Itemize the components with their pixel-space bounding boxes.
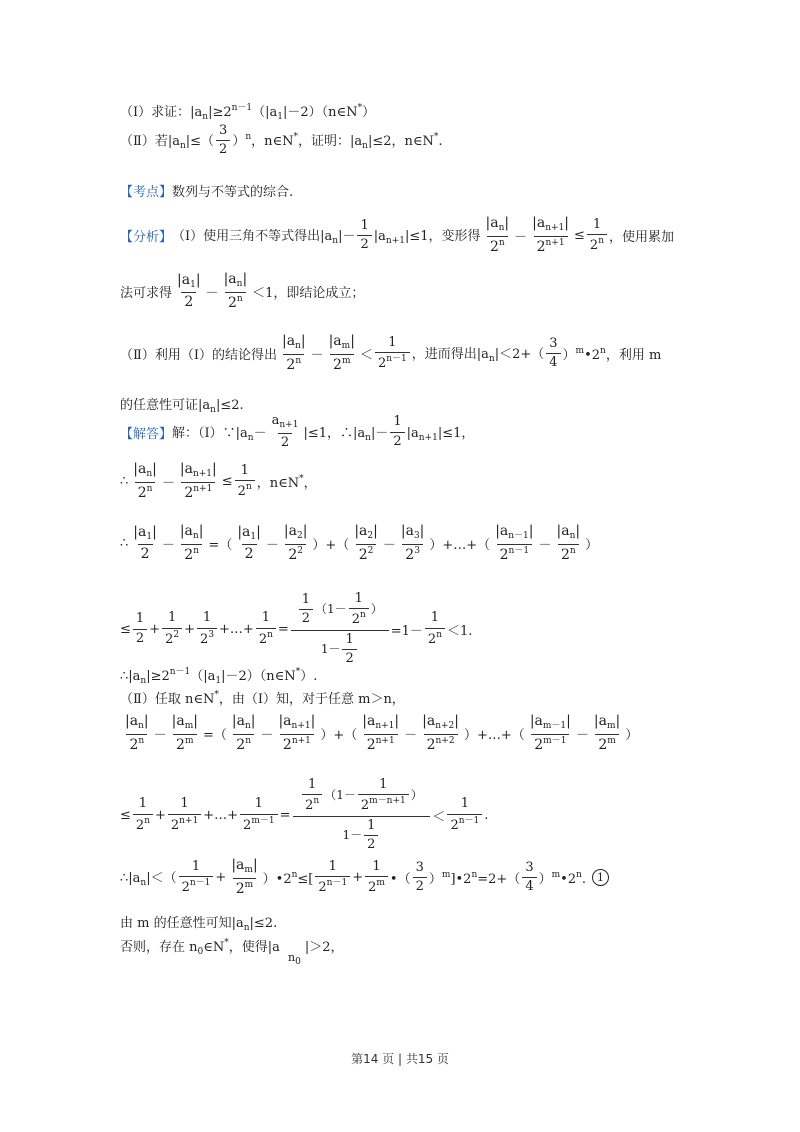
jieda-line-2: ∴ $\frac{|a_n|}{2^n}$ － $\frac{|a_{n+1}|}{2^{n+1}}$ ≤ $\frac{1}{2^n}$ ，n∈N*， xyxy=(120,461,317,501)
fenxi-line-3: （Ⅱ）利用（Ⅰ）的结论得出 $\frac{|a_n|}{2^n}$ － $\frac{|a_m|}{2^m}$ ＜ $\frac{1}{2^{n-1}}$ ，进而得出$|a_n|<2+$（ $\frac{3}{4}$ ）$^m$•2$^n$，利用 m xyxy=(120,333,662,373)
jieda-line-1: 【解答】 解：$(Ⅰ)\because|a_n-$ $\frac{a_{n+1}}{2}$ |≤1，$\therefore|a_n|-$ $\frac{1}{2}$ $|a_{n+1}|\le 1$， xyxy=(120,413,475,450)
problem-part1: （Ⅰ）求证：$|a_n|\ge 2^{n-1}(|a_1|-2)(n\in N^*)$ xyxy=(120,103,376,122)
problem-part2: （Ⅱ）若$|a_n|\le$（ $\frac{3}{2}$ ）$^n$，n∈N*，证明：$|a_n|\le 2$，n∈N*. xyxy=(120,123,443,158)
fenxi-tag: 【分析】 xyxy=(120,230,173,246)
fenxi-line-4: 的任意性可证$|a_n|\le 2$. xyxy=(120,398,244,415)
jieda-line-6: （Ⅱ）任取 n∈N*，由（Ⅰ）知，对于任意 m＞n， xyxy=(120,690,405,707)
kaodian-text: 数列与不等式的综合. xyxy=(172,185,294,200)
jieda-line-9: $\therefore|a_n|<$（ $\frac{1}{2^{n-1}}$ + $\frac{|a_m|}{2^m}$ ）$•2^n\le$[ $\frac{1}{2^{n-1}}$ + $\frac{1}{2^m}$ •（ $\frac{3}{2}$ ）$^m]•2^n=2+$（ $\frac{3}{4}$ ）$^m$•2$^n$. 1 xyxy=(120,858,690,897)
jieda-line-7: $\frac{|a_n|}{2^n}$ － $\frac{|a_m|}{2^m}$ =（ $\frac{|a_n|}{2^n}$ － $\frac{|a_{n+1}|}{2^{n+1}}$ ）+（ $\frac{|a_{n+1}|}{2^{n+1}}$ － $\frac{|a_{n+2}|}{2^{n+2}}$ ）+…+（ $\frac{|a_{m-1}|}{2^{m-1}}$ － $\frac{|a_m|}{2^m}$ ） xyxy=(125,713,639,753)
fenxi-line-1: 【分析】 （Ⅰ）使用三角不等式得出$|a_n|-$ $\frac{1}{2}$ $|a_{n+1}|\le 1$，变形得 $\frac{|a_n|}{2^n}$ － $\frac{|a_{n+1}|}{2^{n+1}}$ ≤ $\frac{1}{2^n}$ ，使用累加 xyxy=(120,215,675,255)
jieda-line-11: 否则，存在 $n_0\in N^*$，使得|a $n_0|>2$， xyxy=(120,938,344,967)
jieda-line-5: $\therefore|a_n|\ge 2^{n-1}(|a_1|-2)(n\in N^*)$. xyxy=(120,667,318,686)
circled-one-marker: 1 xyxy=(592,869,609,886)
page-footer: 第14 页 | 共15 页 xyxy=(351,1052,449,1066)
jieda-line-10: 由 m 的任意性可知$|a_n|\le 2$. xyxy=(120,916,278,933)
kaodian-tag: 【考点】 xyxy=(120,185,173,200)
kaodian-line xyxy=(120,181,690,200)
jieda-line-4: ≤ $\frac{1}{2}$ + $\frac{1}{2^2}$ + $\frac{1}{2^3}$ +…+ $\frac{1}{2^n}$ = $\frac{1}{2}$ （1－ $\frac{1}{2^n}$ ） 1－ $\frac{1}{2}$ =1－ $\frac{1}{2^n}$ ＜1. xyxy=(120,591,473,666)
jieda-tag: 【解答】 xyxy=(120,426,173,442)
jieda-line-3: ∴ $\frac{|a_1|}{2}$ － $\frac{|a_n|}{2^n}$ =（ $\frac{|a_1|}{2}$ － $\frac{|a_2|}{2^2}$ ）+（ $\frac{|a_2|}{2^2}$ － $\frac{|a_3|}{2^3}$ ）+…+（ $\frac{|a_{n-1}|}{2^{n-1}}$ － $\frac{|a_n|}{2^n}$ ） xyxy=(120,523,599,563)
jieda-line-8: ≤ $\frac{1}{2^n}$ + $\frac{1}{2^{n+1}}$ +…+ $\frac{1}{2^{m-1}}$ = $\frac{1}{2^n}$ （1－ $\frac{1}{2^{m-n+1}}$ ） 1－ $\frac{1}{2}$ ＜ $\frac{1}{2^{n-1}}$ . xyxy=(120,777,489,852)
fenxi-line-2: 法可求得 $\frac{|a_1|}{2}$ － $\frac{|a_n|}{2^n}$ ＜1，即结论成立； xyxy=(120,271,365,311)
